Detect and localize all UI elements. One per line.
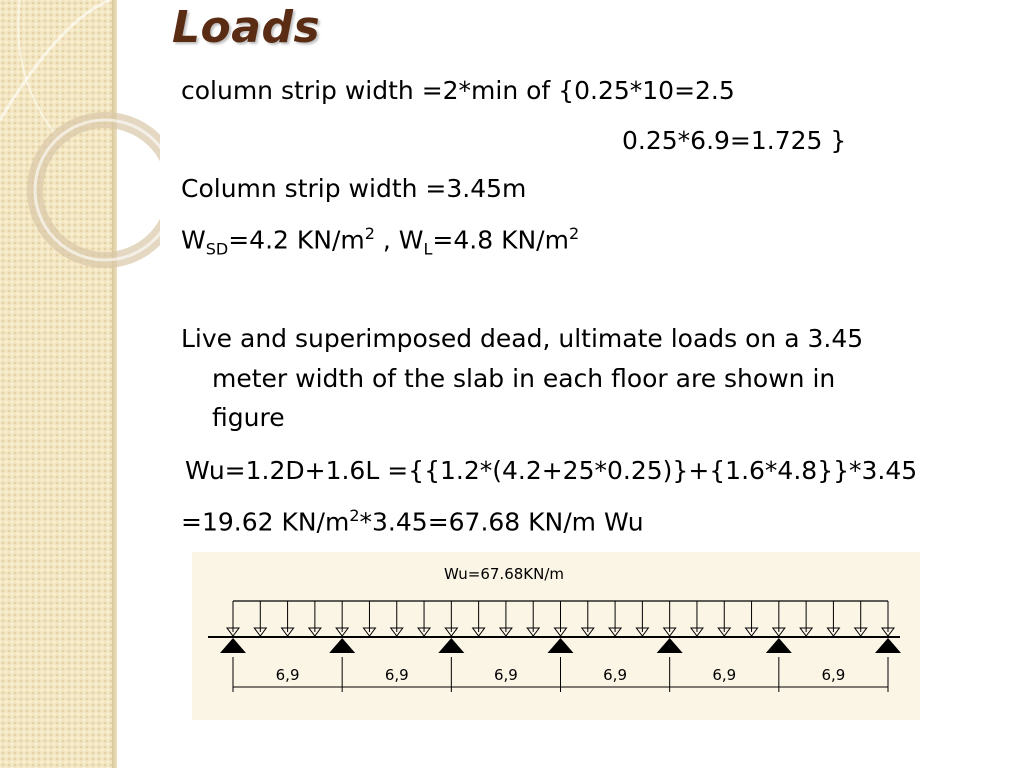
support-triangle [220, 638, 246, 653]
subscript-sd: SD [205, 239, 229, 259]
support-triangle [875, 638, 901, 653]
span-length-label: 6,9 [712, 666, 737, 684]
text-line-5a: Live and superimposed dead, ultimate loads on a 3.45 [181, 324, 864, 353]
text-line-3: Column strip width =3.45m [181, 174, 527, 203]
formula-line: Wu=1.2D+1.6L ={{1.2*(4.2+25*0.25)}+{1.6*4.8}}*3.45 [185, 456, 918, 485]
subscript-l: L [423, 239, 433, 259]
text-line-4 [181, 224, 579, 258]
support-triangle [657, 638, 683, 653]
load-label: Wu=67.68KN/m [443, 565, 565, 583]
beam-diagram [192, 552, 920, 720]
wsd-value: =4.2 KN/m [228, 225, 365, 255]
decorative-swirl [0, 0, 160, 320]
result-b: *3.45=67.68 KN/m Wu [359, 507, 644, 537]
text-line-2: 0.25*6.9=1.725 } [622, 126, 847, 155]
slide-title: Loads [172, 2, 321, 53]
text-line-5b: meter width of the slab in each floor are shown in [212, 364, 836, 393]
support-triangle [548, 638, 574, 653]
result-line [181, 506, 644, 536]
span-length-label: 6,9 [384, 666, 409, 684]
superscript: 2 [568, 224, 580, 243]
w-symbol: W [181, 225, 206, 255]
result-a: =19.62 KN/m [181, 507, 350, 537]
support-triangle [438, 638, 464, 653]
span-length-label: 6,9 [603, 666, 628, 684]
superscript: 2 [349, 506, 360, 525]
beam-load-figure [192, 552, 920, 720]
support-triangle [766, 638, 792, 653]
support-triangle [329, 638, 355, 653]
span-length-label: 6,9 [493, 666, 518, 684]
span-length-label: 6,9 [275, 666, 300, 684]
wl-symbol: , W [374, 225, 424, 255]
text-line-1: column strip width =2*min of {0.25*10=2.5 [181, 76, 735, 105]
superscript: 2 [364, 224, 375, 243]
wl-value: =4.8 KN/m [432, 225, 569, 255]
text-line-5c: figure [212, 403, 285, 432]
span-length-label: 6,9 [821, 666, 846, 684]
